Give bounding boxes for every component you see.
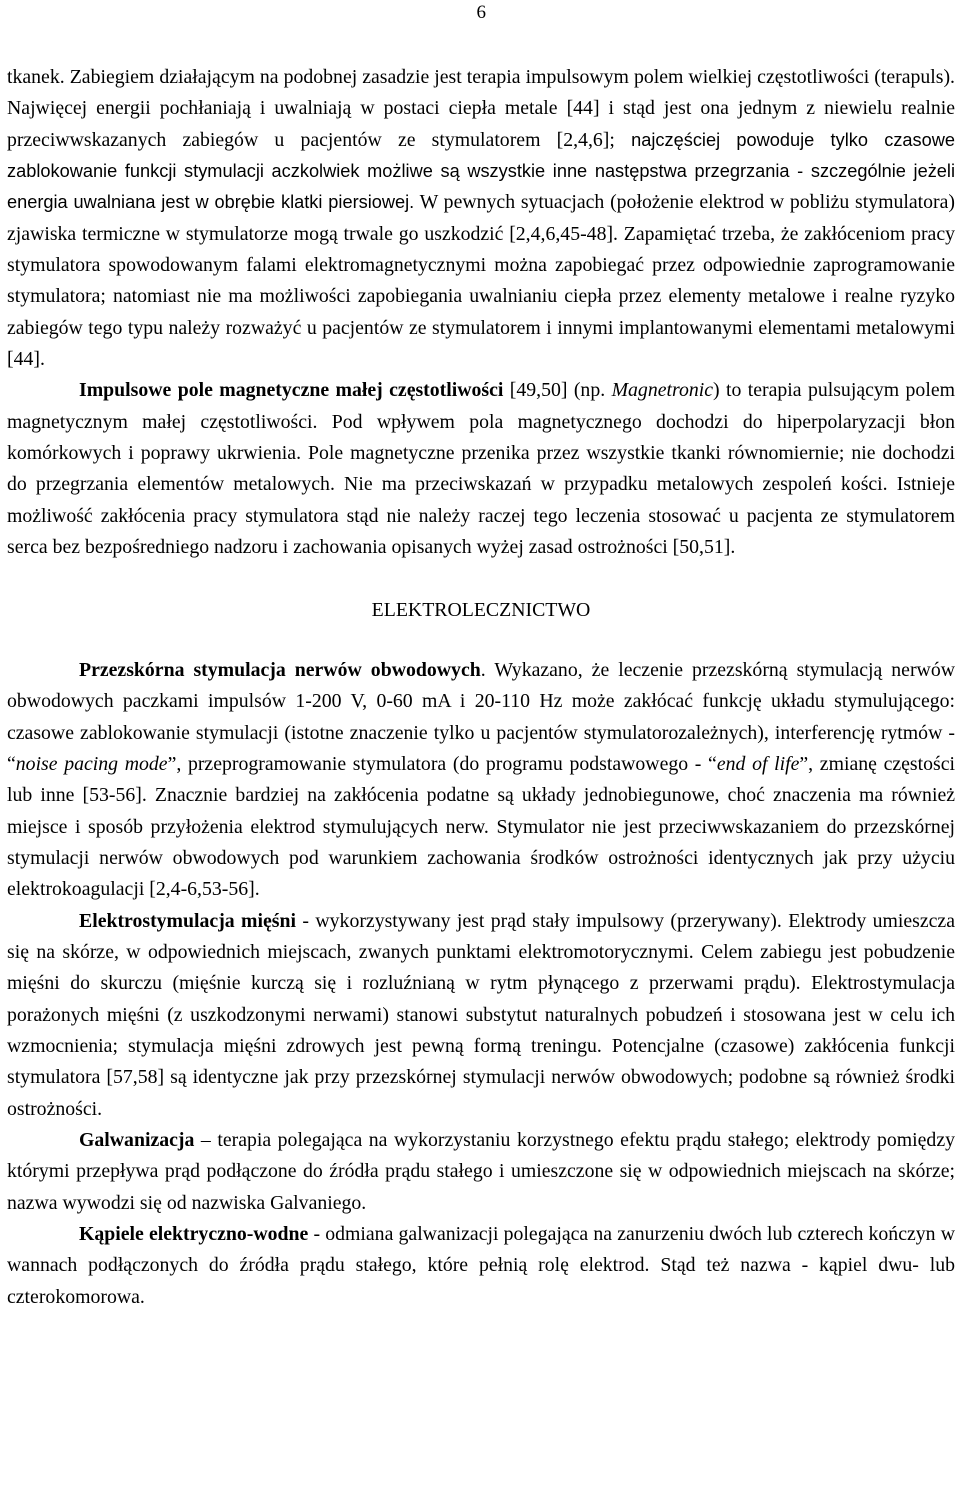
paragraph-text: ) to terapia pulsującym polem magnetycznym małej częstotliwości. Pod wpływem pola magnetycznego dochodzi do hiperpolaryzacji błon komórkowych i poprawy ukrwienia. Pole magnetyczne przenika przez wszystkie tkanki równomiernie; nie dochodzi do przegrzania elementów metalowych. Nie ma przeciwskazań w przypadku metalowych zespoleń kości. Istnieje możliwość zakłócenia pracy stymulatora stąd nie należy raczej tego leczenia stosować u pacjenta ze stymulatorem serca bez bezpośredniego nadzoru i zachowania opisanych wyżej zasad ostrożności [50,51]. (7, 379, 955, 559)
paragraph-text: - odmiana galwanizacji polegająca na zanurzeniu dwóch lub czterech kończyn w wannach podłączonych do źródła prądu stałego, które pełnią rolę elektrod. Stąd też nazwa - kąpiel dwu- lub czterokomorowa. (7, 1223, 955, 1308)
paragraph-electric-baths (7, 1219, 955, 1313)
paragraph-text-sans: najczęściej powoduje tylko czasowe zablokowanie funkcji stymulacji aczkolwiek możliwe są wszystkie inne następstwa przegrzania - szczególnie jeżeli energia uwalniana jest w obrębie klatki piersiowej. (7, 129, 955, 213)
paragraph-tens (7, 655, 955, 906)
paragraph-text: W pewnych sytuacjach (położenie elektrod w pobliżu stymulatora) zjawiska termiczne w stymulatorze mogą trwale go uszkodzić [2,4,6,45-48]. Zapamiętać trzeba, że zakłóceniom pracy stymulatora spowodowanym falami elektromagnetycznymi można zapobiegać przez odpowiednie zaprogramowanie stymulatora; natomiast nie ma możliwości zapobiegania uwalnianiu ciepła przez elementy metalowe i realne ryzyko zabiegów tego typu należy rozważyć u pacjentów ze stymulatorem i innymi implantowanymi elementami metalowymi [44]. (7, 191, 955, 371)
paragraph-heading-bold: Kąpiele elektryczno-wodne (79, 1223, 309, 1246)
document-body (7, 62, 955, 1313)
paragraph-text: ”, zmianę częstości lub inne [53-56]. Znacznie bardziej na zakłócenia podatne są układy jednobiegunowe, choć znaczenia ma również miejsce i sposób przyłożenia elektrod stymulujących nerw. Stymulator nie jest przeciwwskazaniem do przezskórnej stymulacji nerwów obwodowych pod warunkiem zachowania środków ostrożności identycznych jak przy użyciu elektrokoagulacji [2,4-6,53-56]. (7, 752, 955, 901)
paragraph-text: tkanek. Zabiegiem działającym na podobnej zasadzie jest terapia impulsowym polem wielkiej częstotliwości (terapuls). Najwięcej energii pochłaniają i uwalniają w postaci ciepła metale [44] i stąd jest ona jednym z niewielu realnie przeciwwskazanych zabiegów u pacjentów ze stymulatorem [2,4,6]; (7, 66, 955, 151)
paragraph-italic: Magnetronic (611, 379, 714, 402)
paragraph-heading-bold: Elektrostymulacja mięśni (79, 909, 297, 932)
paragraph-heading-bold: Impulsowe pole magnetyczne małej częstotliwości (79, 379, 504, 402)
paragraph-text: – terapia polegająca na wykorzystaniu korzystnego efektu prądu stałego; elektrody pomiędzy którymi przepływa prąd podłączone do źródła prądu stałego i umieszczone się w odpowiednich miejscach na skórze; nazwa wywodzi się od nazwiska Galvaniego. (7, 1129, 955, 1214)
paragraph-text: . Wykazano, że leczenie przezskórną stymulacją nerwów obwodowych paczkami impulsów 1-200 V, 0-60 mA i 20-110 Hz może zakłócać funkcję układu stymulującego: czasowe zablokowanie stymulacji (istotne znaczenie tylko u pacjentów stymulatorozależnych), interferencję rytmów - “ (7, 658, 955, 775)
spacer (7, 626, 955, 655)
paragraph-muscle-stimulation (7, 906, 955, 1125)
paragraph-heading-bold: Galwanizacja (79, 1129, 195, 1151)
section-heading: ELEKTROLECZNICTWO (371, 598, 591, 621)
paragraph-text: ”, przeprogramowanie stymulatora (do programu podstawowego - “ (167, 752, 717, 775)
spacer (7, 564, 955, 595)
page-number: 6 (476, 2, 486, 23)
paragraph-italic: noise pacing mode (15, 752, 168, 775)
paragraph-italic: end of life (716, 752, 800, 775)
paragraph-galvanization (7, 1125, 955, 1219)
paragraph-text: - wykorzystywany jest prąd stały impulsowy (przerywany). Elektrody umieszcza się na skórze, w odpowiednich miejscach, zwanych punktami elektromotorycznymi. Celem zabiegu jest pobudzenie mięśni do skurczu (mięśnie kurczą się i rozluźnianą w rytm płynącego z przerwami prądu). Elektrostymulacja porażonych mięśni (z uszkodzonymi nerwami) stanowi substytut naturalnych pobudzeń i stosowana jest w celu ich wzmocnienia; stymulacja mięśni zdrowych jest pewną formą treningu. Potencjalne (czasowe) zakłócenia funkcji stymulatora [57,58] są identyczne jak przy przezskórnej stymulacji nerwów obwodowych; podobne są również środki ostrożności. (7, 909, 955, 1120)
paragraph-heading-bold: Przezskórna stymulacja nerwów obwodowych (79, 658, 481, 681)
paragraph-terapuls (7, 62, 955, 375)
paragraph-magnetic-field (7, 375, 955, 563)
paragraph-text: [49,50] (np. (503, 379, 612, 402)
